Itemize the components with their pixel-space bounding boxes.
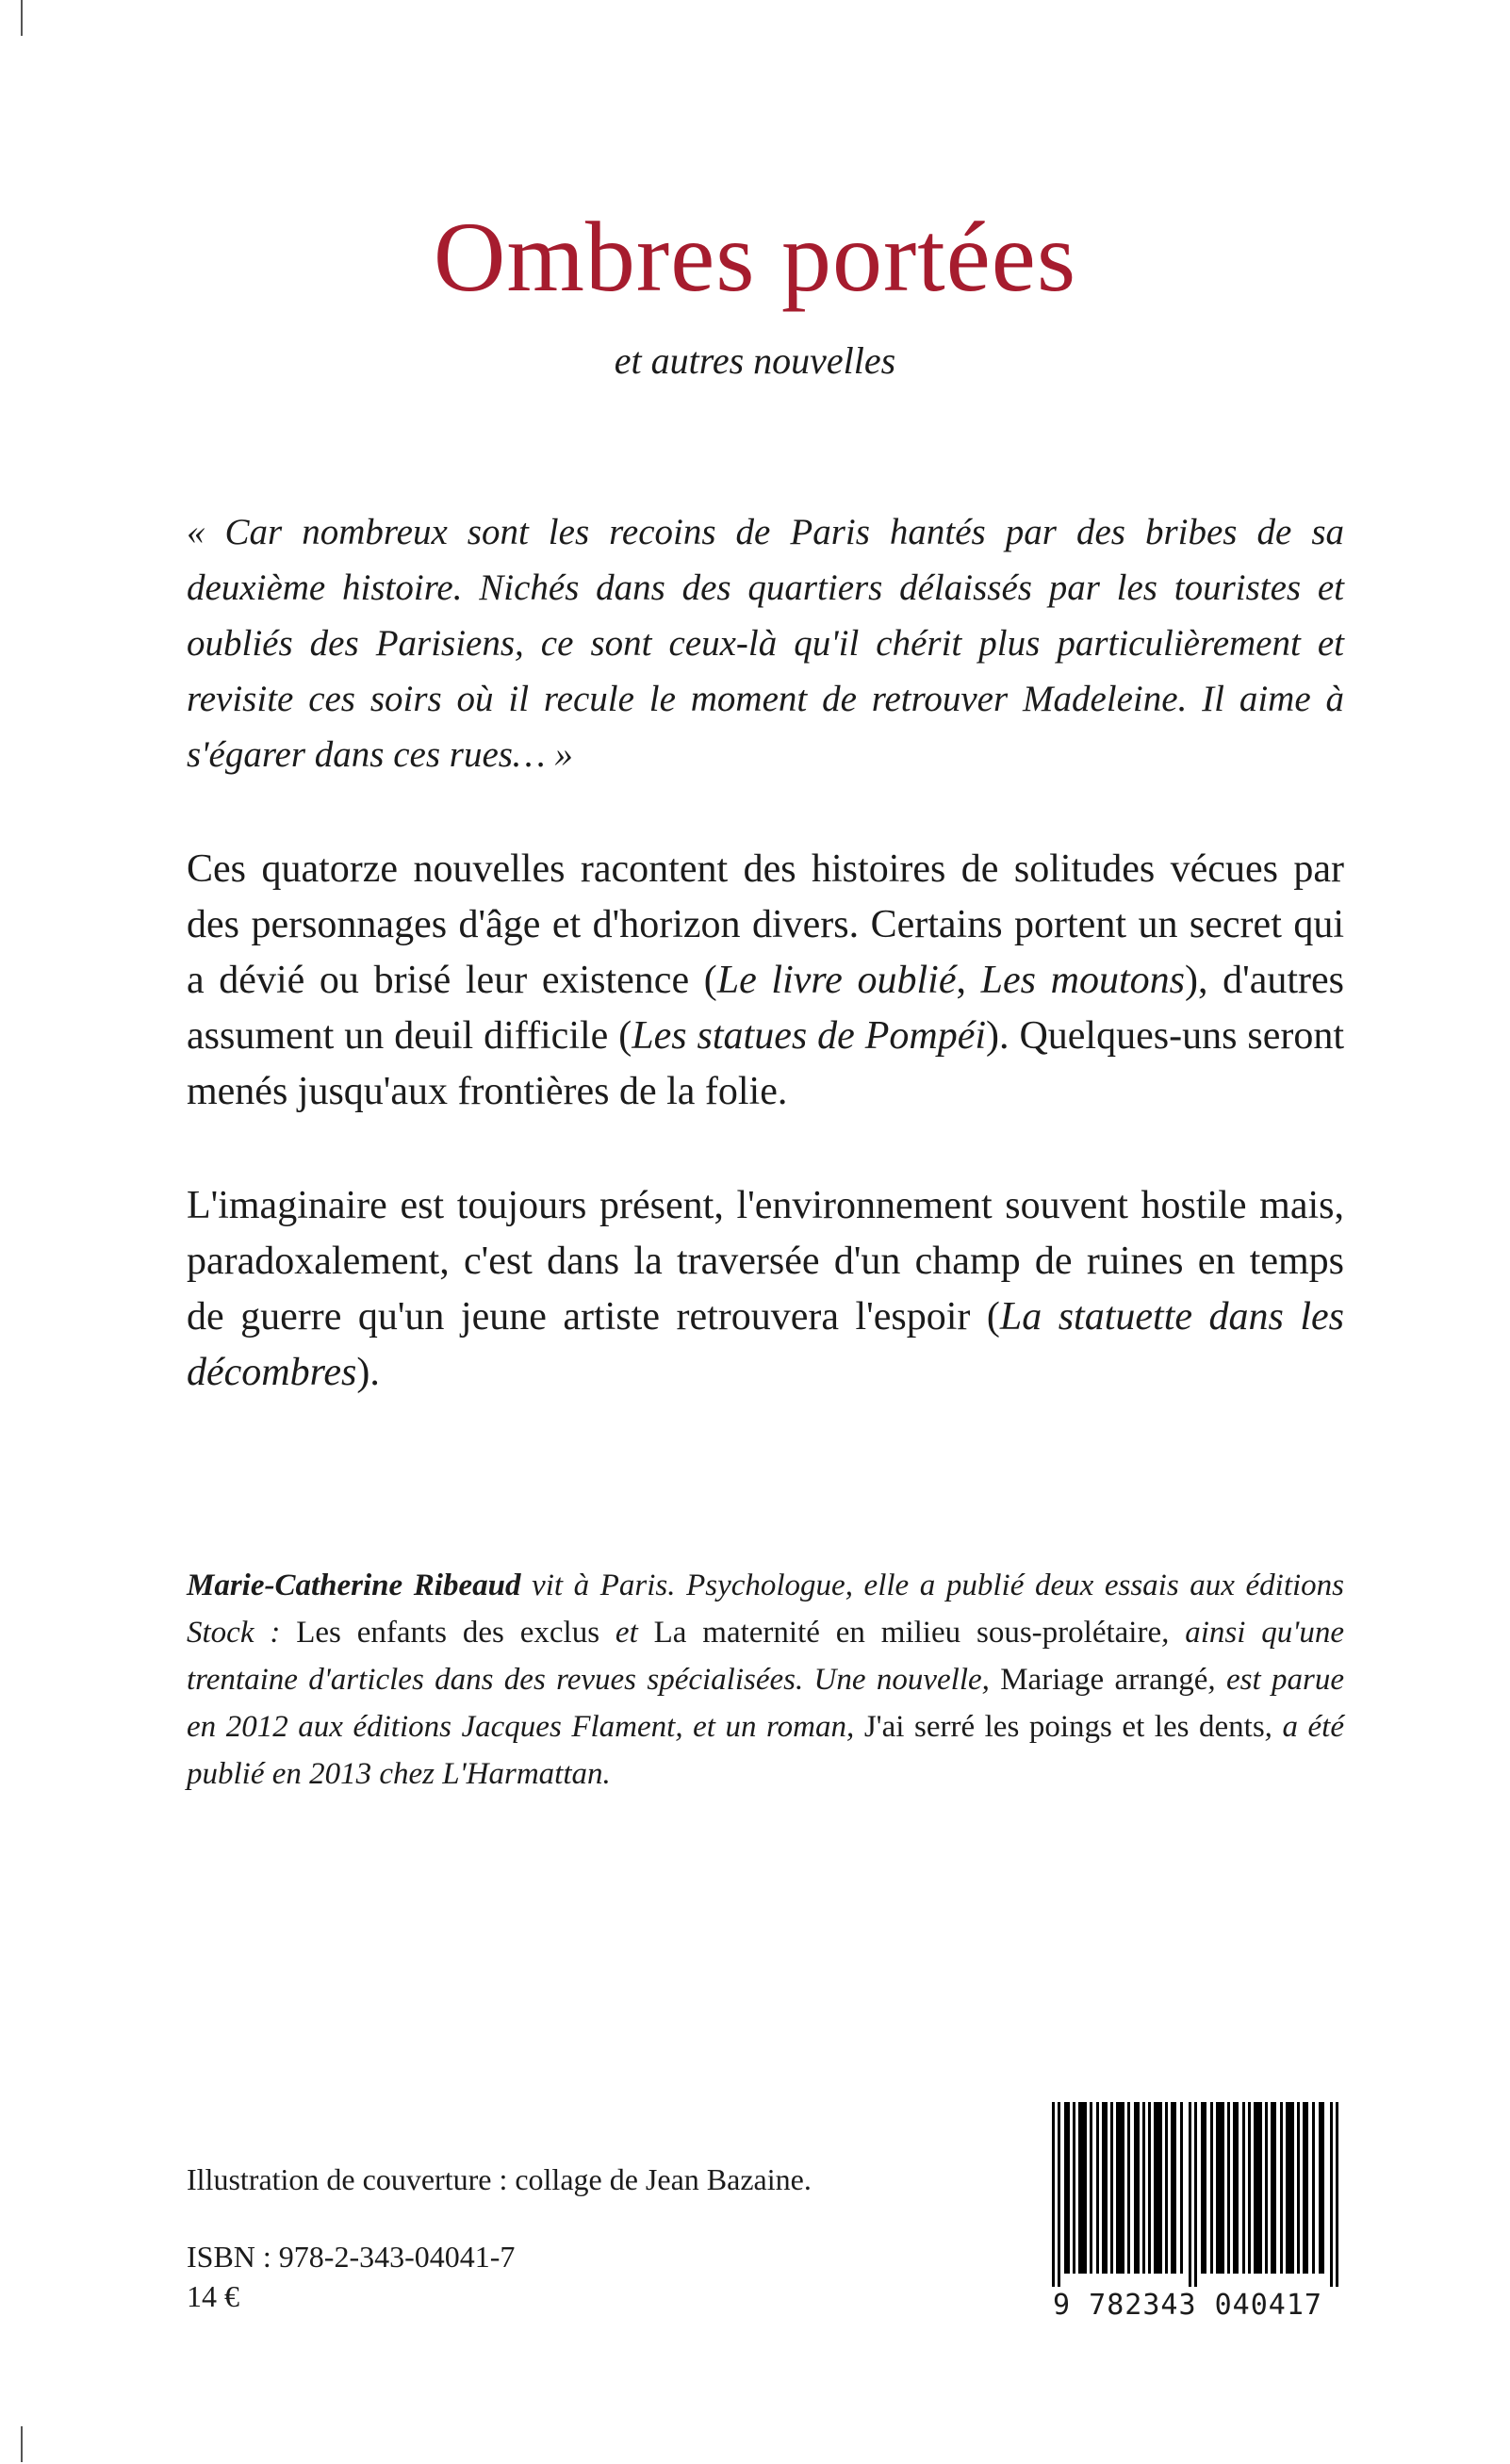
bio-text: , a été publié en 2013 chez L'Harmattan. <box>187 1710 1344 1791</box>
barcode <box>1037 2102 1338 2328</box>
summary-text: L'imaginaire est toujours présent, l'environnement souvent hostile mais, paradoxalement, c'est dans la traversée d'un champ de ruines en temps de guerre qu'un jeune artiste retrouvera l'espoir ( <box>187 1184 1344 1339</box>
book-title-ref: J'ai serré les poings et les dents <box>863 1710 1265 1744</box>
book-title: Ombres portées <box>433 202 1077 312</box>
crop-mark-top <box>21 0 23 36</box>
bio-text: , ainsi qu'une trentaine d'articles dans des revues spécialisées. Une nouvelle, <box>187 1616 1344 1697</box>
cover-credit: Illustration de couverture : collage de Jean Bazaine. <box>187 2162 812 2196</box>
summary-text: Ces quatorze nouvelles racontent des histoires de solitudes vécues par des personnages d'âge et d'horizon divers. Certains portent un secret qui a dévié ou brisé leur existence ( <box>187 847 1344 1002</box>
bio-text: et <box>599 1616 654 1650</box>
price: 14 € <box>187 2279 239 2313</box>
barcode-bars <box>1052 2102 1338 2287</box>
summary-text: ). <box>356 1351 380 1394</box>
story-title: La statuette dans les décombres <box>187 1295 1344 1394</box>
summary-paragraph-1 <box>187 842 1344 1120</box>
story-title: Les moutons <box>980 959 1185 1002</box>
barcode-number: 9 782343 040417 <box>1053 2289 1322 2322</box>
summary-text: ), d'autres assument un deuil difficile ( <box>187 959 1344 1058</box>
crop-mark-bottom <box>21 2426 23 2462</box>
author-name: Marie-Catherine Ribeaud <box>187 1569 521 1602</box>
summary-text: , <box>956 959 981 1002</box>
summary-text: ). Quelques-uns seront menés jusqu'aux frontières de la folie. <box>187 1014 1345 1113</box>
book-title-ref: Les enfants des exclus <box>296 1616 600 1650</box>
summary-paragraph-2 <box>187 1178 1344 1401</box>
story-title: Le livre oublié <box>716 959 957 1002</box>
book-subtitle: et autres nouvelles <box>614 339 896 382</box>
story-title: Les statues de Pompéi <box>632 1014 987 1058</box>
excerpt-quote: « Car nombreux sont les recoins de Paris hantés par des bribes de sa deuxième histoire. Nichés dans des quartiers délaissés par les touristes et oubliés des Parisiens, ce sont ceux-là qu'il chérit plus particulièrement et revisite ces soirs où il recule le moment de retrouver Madeleine. Il aime à s'égarer dans ces rues… » <box>187 512 1344 775</box>
book-title-ref: Mariage arrangé <box>1000 1663 1208 1697</box>
bio-text: , est parue en 2012 aux éditions Jacques Flament, et un roman, <box>187 1663 1344 1744</box>
book-title-ref: La maternité en milieu sous-prolétaire <box>653 1616 1162 1650</box>
author-bio <box>187 1562 1344 1798</box>
isbn: ISBN : 978-2-343-04041-7 <box>187 2240 516 2274</box>
bio-text: vit à Paris. Psychologue, elle a publié deux essais aux éditions Stock : <box>187 1569 1345 1650</box>
